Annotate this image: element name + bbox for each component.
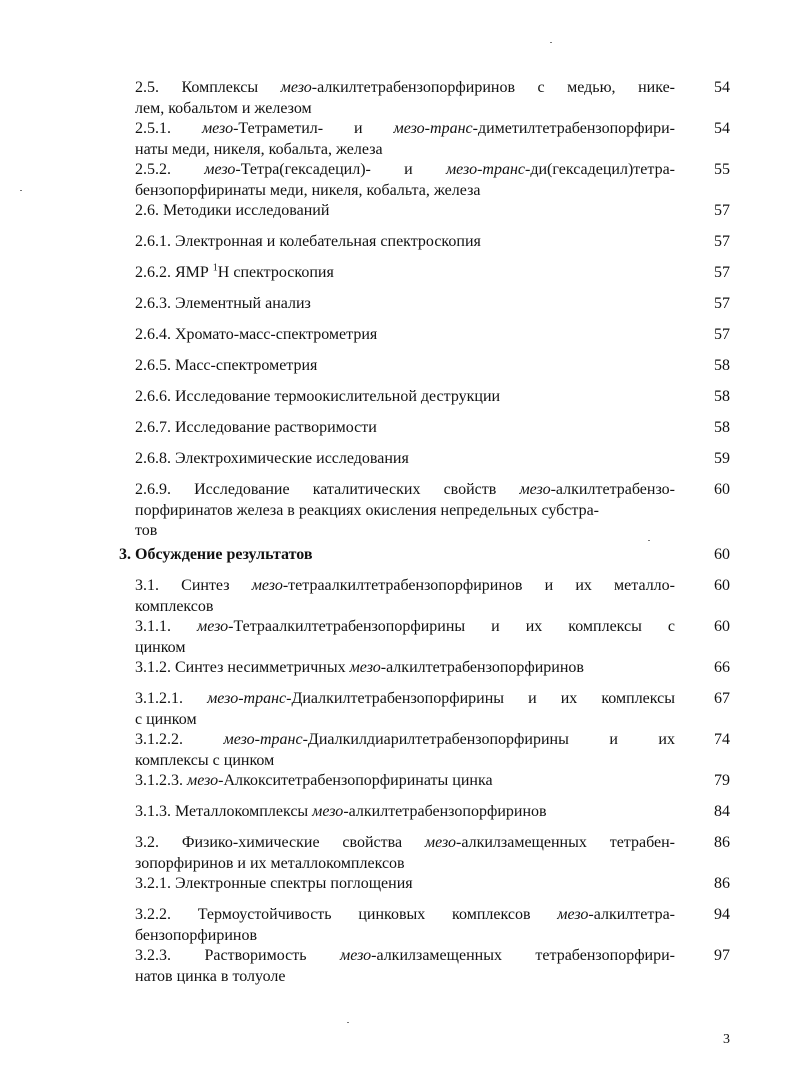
italic-fragment: мезо-транс bbox=[223, 731, 303, 748]
entry-title-line bbox=[135, 689, 675, 710]
italic-fragment: мезо bbox=[424, 834, 457, 851]
italic-fragment: мезо bbox=[312, 803, 344, 820]
entry-title-line bbox=[135, 802, 675, 823]
entry-page-number: 55 bbox=[714, 161, 730, 178]
entry-page-number: 60 bbox=[714, 577, 730, 594]
entry-title bbox=[135, 232, 675, 253]
text-fragment: 2.6. Методики исследований bbox=[135, 202, 330, 219]
text-fragment: 2.6.2. ЯМР bbox=[135, 264, 213, 281]
entry-page-number: 67 bbox=[714, 690, 730, 707]
text-fragment: -диметилтетрабензопорфири- bbox=[472, 120, 675, 137]
entry-title bbox=[135, 201, 675, 222]
entry-page-number: 60 bbox=[714, 618, 730, 635]
entry-page-number: 59 bbox=[714, 450, 730, 467]
entry-continuation: зопорфиринов и их металлокомплексов bbox=[135, 854, 405, 872]
text-fragment: 2.6.7. Исследование растворимости bbox=[135, 419, 377, 436]
entry-page-number: 58 bbox=[714, 357, 730, 374]
italic-fragment: мезо bbox=[187, 772, 219, 789]
text-fragment: -алкилтетрабензо- bbox=[550, 481, 675, 498]
entry-page-number: 94 bbox=[714, 906, 730, 923]
text-fragment: 3.1.1. bbox=[135, 618, 197, 635]
scan-speck bbox=[648, 540, 650, 541]
text-fragment: 2.5.2. bbox=[135, 161, 205, 178]
italic-fragment: мезо bbox=[280, 79, 312, 96]
text-fragment: 3.2.1. Электронные спектры поглощения bbox=[135, 875, 413, 892]
entry-page-number: 58 bbox=[714, 419, 730, 436]
entry-page-number: 66 bbox=[714, 659, 730, 676]
italic-fragment: мезо bbox=[204, 161, 236, 178]
text-fragment: 3. Обсуждение результатов bbox=[119, 546, 313, 563]
entry-title bbox=[135, 617, 675, 658]
entry-title bbox=[135, 387, 675, 408]
entry-title-line bbox=[135, 356, 675, 377]
entry-page-number: 58 bbox=[714, 388, 730, 405]
entry-title-line bbox=[135, 418, 675, 439]
entry-page-number: 54 bbox=[714, 120, 730, 137]
section-title bbox=[119, 545, 679, 566]
entry-title-line bbox=[135, 263, 675, 284]
text-fragment: 3.2.2. Термоустойчивость цинковых комплексов bbox=[135, 906, 558, 923]
text-fragment: -алкилтетрабензопорфиринов bbox=[380, 659, 584, 676]
text-fragment: 2.6.3. Элементный анализ bbox=[135, 295, 311, 312]
entry-page-number: 79 bbox=[714, 772, 730, 789]
text-fragment: -Диалкилтетрабензопорфирины и их комплексы bbox=[286, 690, 676, 707]
entry-page-number: 60 bbox=[714, 481, 730, 498]
entry-page-number: 84 bbox=[714, 803, 730, 820]
entry-continuation: лем, кобальтом и железом bbox=[135, 99, 312, 117]
text-fragment: -алкилтетрабензопорфиринов bbox=[343, 803, 547, 820]
entry-continuation: бензопорфиринов bbox=[135, 926, 257, 944]
entry-title-line bbox=[135, 119, 675, 140]
text-fragment: 2.5. Комплексы bbox=[135, 79, 281, 96]
entry-page-number: 60 bbox=[714, 546, 730, 563]
entry-continuation: тов bbox=[135, 522, 158, 539]
entry-title-line bbox=[135, 617, 675, 638]
entry-title-line bbox=[135, 387, 675, 408]
entry-title-line bbox=[135, 325, 675, 346]
entry-title bbox=[135, 449, 675, 470]
scan-speck bbox=[20, 190, 22, 191]
entry-title-line bbox=[119, 545, 679, 566]
italic-fragment: мезо bbox=[519, 481, 551, 498]
entry-title-line bbox=[135, 232, 675, 253]
entry-title bbox=[135, 356, 675, 377]
text-fragment: -Тетраметил- и bbox=[233, 120, 394, 137]
entry-title bbox=[135, 874, 675, 895]
entry-title-line bbox=[135, 160, 675, 181]
entry-title-line bbox=[135, 576, 675, 597]
entry-title bbox=[135, 730, 675, 771]
entry-continuation: наты меди, никеля, кобальта, железа bbox=[135, 140, 383, 158]
entry-continuation: комплексы с цинком bbox=[135, 751, 275, 769]
entry-title bbox=[135, 263, 675, 284]
text-fragment: -ди(гексадецил)тетра- bbox=[525, 161, 675, 178]
text-fragment: 3.1.2. Синтез несимметричных bbox=[135, 659, 350, 676]
entry-page-number: 97 bbox=[714, 947, 730, 964]
italic-fragment: мезо bbox=[251, 577, 283, 594]
entry-continuation: натов цинка в толуоле bbox=[135, 967, 286, 985]
entry-continuation: порфиринатов железа в реакциях окисления непредельных субстра- bbox=[135, 501, 599, 519]
entry-page-number: 57 bbox=[714, 202, 730, 219]
entry-title bbox=[135, 119, 675, 160]
entry-title bbox=[135, 576, 675, 617]
italic-fragment: мезо bbox=[197, 618, 229, 635]
entry-title bbox=[135, 833, 675, 874]
entry-title-line bbox=[135, 833, 675, 854]
entry-page-number: 57 bbox=[714, 326, 730, 343]
entry-title-line bbox=[135, 480, 675, 501]
italic-fragment: мезо bbox=[349, 659, 381, 676]
entry-page-number: 57 bbox=[714, 295, 730, 312]
entry-title bbox=[135, 325, 675, 346]
text-fragment: -тетраалкилтетрабензопорфиринов и их металло- bbox=[282, 577, 675, 594]
italic-fragment: мезо bbox=[557, 906, 589, 923]
entry-title bbox=[135, 480, 675, 542]
entry-page-number: 86 bbox=[714, 834, 730, 851]
page-number: 3 bbox=[723, 1032, 730, 1047]
entry-page-number: 86 bbox=[714, 875, 730, 892]
entry-page-number: 57 bbox=[714, 264, 730, 281]
text-fragment: 2.5.1. bbox=[135, 120, 202, 137]
text-fragment: -Алкокситетрабензопорфиринаты цинка bbox=[218, 772, 493, 789]
entry-title-line bbox=[135, 730, 675, 751]
superscript: 1 bbox=[212, 262, 218, 274]
text-fragment: 3.2. Физико-химические свойства bbox=[135, 834, 425, 851]
text-fragment: -Диалкилдиарилтетрабензопорфирины и их bbox=[302, 731, 675, 748]
text-fragment: 3.1.2.1. bbox=[135, 690, 208, 707]
scan-speck bbox=[347, 1022, 349, 1023]
entry-title bbox=[135, 418, 675, 439]
text-fragment: 3.1. Синтез bbox=[135, 577, 252, 594]
text-fragment: 2.6.8. Электрохимические исследования bbox=[135, 450, 409, 467]
italic-fragment: мезо-транс bbox=[207, 690, 287, 707]
entry-continuation: комплексов bbox=[135, 597, 214, 615]
italic-fragment: мезо bbox=[339, 947, 372, 964]
entry-page-number: 54 bbox=[714, 79, 730, 96]
entry-title bbox=[135, 78, 675, 119]
text-fragment: 3.1.2.2. bbox=[135, 731, 224, 748]
entry-title-line bbox=[135, 874, 675, 895]
italic-fragment: мезо bbox=[201, 120, 234, 137]
entry-page-number: 57 bbox=[714, 233, 730, 250]
text-fragment: -алкилтетра- bbox=[588, 906, 675, 923]
entry-title bbox=[135, 689, 675, 730]
text-fragment: 2.6.6. Исследование термоокислительной деструкции bbox=[135, 388, 501, 405]
text-fragment: Н спектроскопия bbox=[217, 264, 334, 281]
entry-title-line bbox=[135, 78, 675, 99]
entry-title-line bbox=[135, 905, 675, 926]
entry-title-line bbox=[135, 946, 675, 967]
text-fragment: -алкилтетрабензопорфиринов с медью, нике- bbox=[311, 79, 675, 96]
entry-continuation: с цинком bbox=[135, 710, 197, 728]
entry-title-line bbox=[135, 771, 675, 792]
italic-fragment: мезо-транс bbox=[393, 120, 473, 137]
entry-title bbox=[135, 658, 675, 679]
entry-title-line bbox=[135, 658, 675, 679]
text-fragment: -алкилзамещенных тетрабен- bbox=[456, 834, 675, 851]
entry-page-number: 74 bbox=[714, 731, 730, 748]
text-fragment: -Тетраалкилтетрабензопорфирины и их комплексы с bbox=[228, 618, 675, 635]
entry-title bbox=[135, 771, 675, 792]
italic-fragment: мезо-транс bbox=[445, 161, 526, 178]
text-fragment: 2.6.1. Электронная и колебательная спектроскопия bbox=[135, 233, 481, 250]
entry-title bbox=[135, 160, 675, 201]
text-fragment: 3.1.3. Металлокомплексы bbox=[135, 803, 313, 820]
entry-continuation: бензопорфиринаты меди, никеля, кобальта, железа bbox=[135, 181, 481, 199]
entry-title bbox=[135, 946, 675, 987]
text-fragment: -Тетра(гексадецил)- и bbox=[235, 161, 446, 178]
entry-continuation: цинком bbox=[135, 638, 186, 656]
text-fragment: 3.2.3. Растворимость bbox=[135, 947, 340, 964]
text-fragment: 3.1.2.3. bbox=[135, 772, 187, 789]
entry-title-line bbox=[135, 449, 675, 470]
text-fragment: 2.6.5. Масс-спектрометрия bbox=[135, 357, 318, 374]
entry-title-line bbox=[135, 294, 675, 315]
entry-title-line bbox=[135, 201, 675, 222]
scan-speck bbox=[550, 42, 552, 43]
text-fragment: 2.6.4. Хромато-масс-спектрометрия bbox=[135, 326, 378, 343]
entry-title bbox=[135, 905, 675, 946]
entry-title bbox=[135, 802, 675, 823]
text-fragment: -алкилзамещенных тетрабензопорфири- bbox=[371, 947, 676, 964]
entry-title bbox=[135, 294, 675, 315]
text-fragment: 2.6.9. Исследование каталитических свойств bbox=[135, 481, 520, 498]
